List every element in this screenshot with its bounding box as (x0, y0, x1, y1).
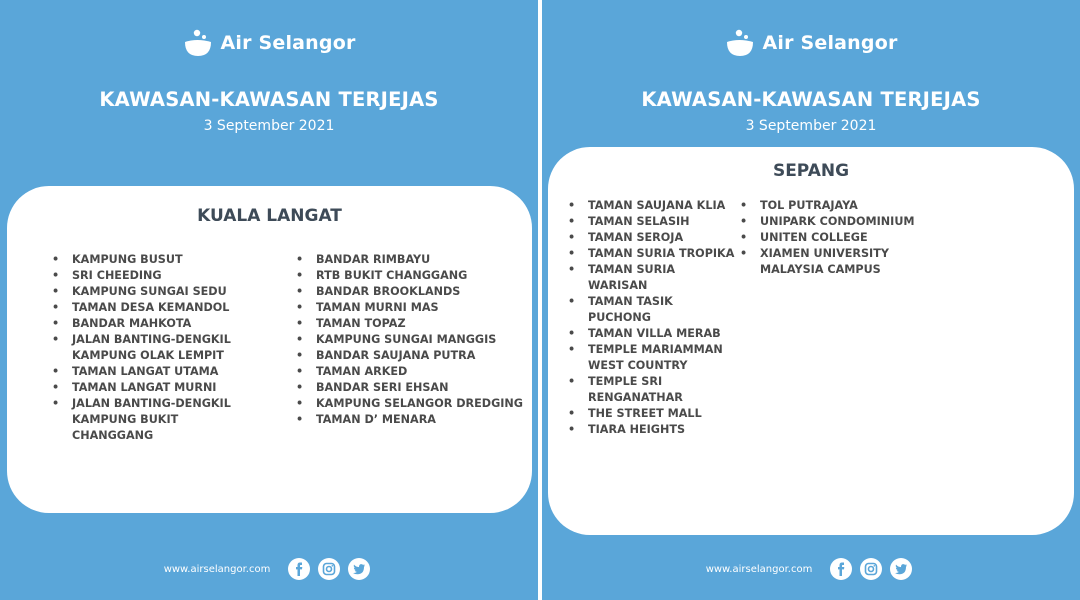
logo-text: Air Selangor (762, 32, 898, 54)
list-item: • TEMPLE MARIAMMAN WEST COUNTRY (566, 342, 736, 374)
instagram-icon[interactable] (318, 558, 340, 580)
list-item: • TAMAN ARKED (294, 364, 524, 380)
list-item: • TAMAN LANGAT UTAMA (50, 364, 260, 380)
logo (0, 28, 538, 58)
region-title: SEPANG (772, 161, 850, 181)
region-title: KUALA LANGAT (197, 206, 342, 226)
list-item: • TAMAN LANGAT MURNI (50, 380, 260, 396)
website-link[interactable]: www.airselangor.com (163, 563, 271, 575)
twitter-icon[interactable] (890, 558, 912, 580)
list-item: • KAMPUNG SUNGAI SEDU (50, 284, 260, 300)
list-item: • RTB BUKIT CHANGGANG (294, 268, 524, 284)
instagram-icon[interactable] (860, 558, 882, 580)
list-item: • TAMAN MURNI MAS (294, 300, 524, 316)
list-item: • TAMAN SELASIH (566, 214, 736, 230)
list-item: • TAMAN SEROJA (566, 230, 736, 246)
water-drop-logo-icon (724, 28, 756, 58)
list-item: • BANDAR MAHKOTA (50, 316, 260, 332)
list-item: • KAMPUNG BUSUT (50, 252, 260, 268)
list-item: • BANDAR SERI EHSAN (294, 380, 524, 396)
logo (542, 28, 1080, 58)
twitter-icon[interactable] (348, 558, 370, 580)
list-item: • TAMAN TASIK PUCHONG (566, 294, 736, 326)
list-item: • JALAN BANTING-DENGKIL KAMPUNG OLAK LEMPIT (50, 332, 260, 364)
list-item: • UNIPARK CONDOMINIUM (738, 214, 918, 230)
area-card (548, 147, 1074, 535)
list-item: • TOL PUTRAJAYA (738, 198, 918, 214)
logo-text: Air Selangor (220, 32, 356, 54)
facebook-icon[interactable] (830, 558, 852, 580)
footer (542, 558, 1080, 580)
page-title: KAWASAN-KAWASAN TERJEJAS (641, 88, 981, 111)
list-item: • SRI CHEEDING (50, 268, 260, 284)
date: 3 September 2021 (745, 118, 877, 134)
website-link[interactable]: www.airselangor.com (705, 563, 813, 575)
list-item: • KAMPUNG SUNGAI MANGGIS (294, 332, 524, 348)
area-list-column-2 (738, 198, 918, 278)
list-item: • JALAN BANTING-DENGKIL KAMPUNG BUKIT CHANGGANG (50, 396, 260, 444)
list-item: • TIARA HEIGHTS (566, 422, 736, 438)
list-item: • UNITEN COLLEGE (738, 230, 918, 246)
list-item: • TAMAN VILLA MERAB (566, 326, 736, 342)
list-item: • THE STREET MALL (566, 406, 736, 422)
list-item: • TAMAN SAUJANA KLIA (566, 198, 736, 214)
area-list-column-1 (566, 198, 736, 438)
list-item: • KAMPUNG SELANGOR DREDGING (294, 396, 524, 412)
area-list-column-2 (294, 252, 524, 428)
list-item: • BANDAR SAUJANA PUTRA (294, 348, 524, 364)
panel-sepang (542, 0, 1080, 600)
list-item: • BANDAR RIMBAYU (294, 252, 524, 268)
list-item: • TAMAN D’ MENARA (294, 412, 524, 428)
list-item: • BANDAR BROOKLANDS (294, 284, 524, 300)
list-item: • TAMAN DESA KEMANDOL (50, 300, 260, 316)
list-item: • TEMPLE SRI RENGANATHAR (566, 374, 736, 406)
list-item: • TAMAN SURIA TROPIKA (566, 246, 736, 262)
date: 3 September 2021 (203, 118, 335, 134)
footer (0, 558, 538, 580)
area-card (7, 186, 532, 513)
panel-kuala-langat (0, 0, 538, 600)
list-item: • XIAMEN UNIVERSITY MALAYSIA CAMPUS (738, 246, 918, 278)
list-item: • TAMAN TOPAZ (294, 316, 524, 332)
area-list-column-1 (50, 252, 260, 444)
water-drop-logo-icon (182, 28, 214, 58)
list-item: • TAMAN SURIA WARISAN (566, 262, 736, 294)
page-title: KAWASAN-KAWASAN TERJEJAS (99, 88, 439, 111)
facebook-icon[interactable] (288, 558, 310, 580)
